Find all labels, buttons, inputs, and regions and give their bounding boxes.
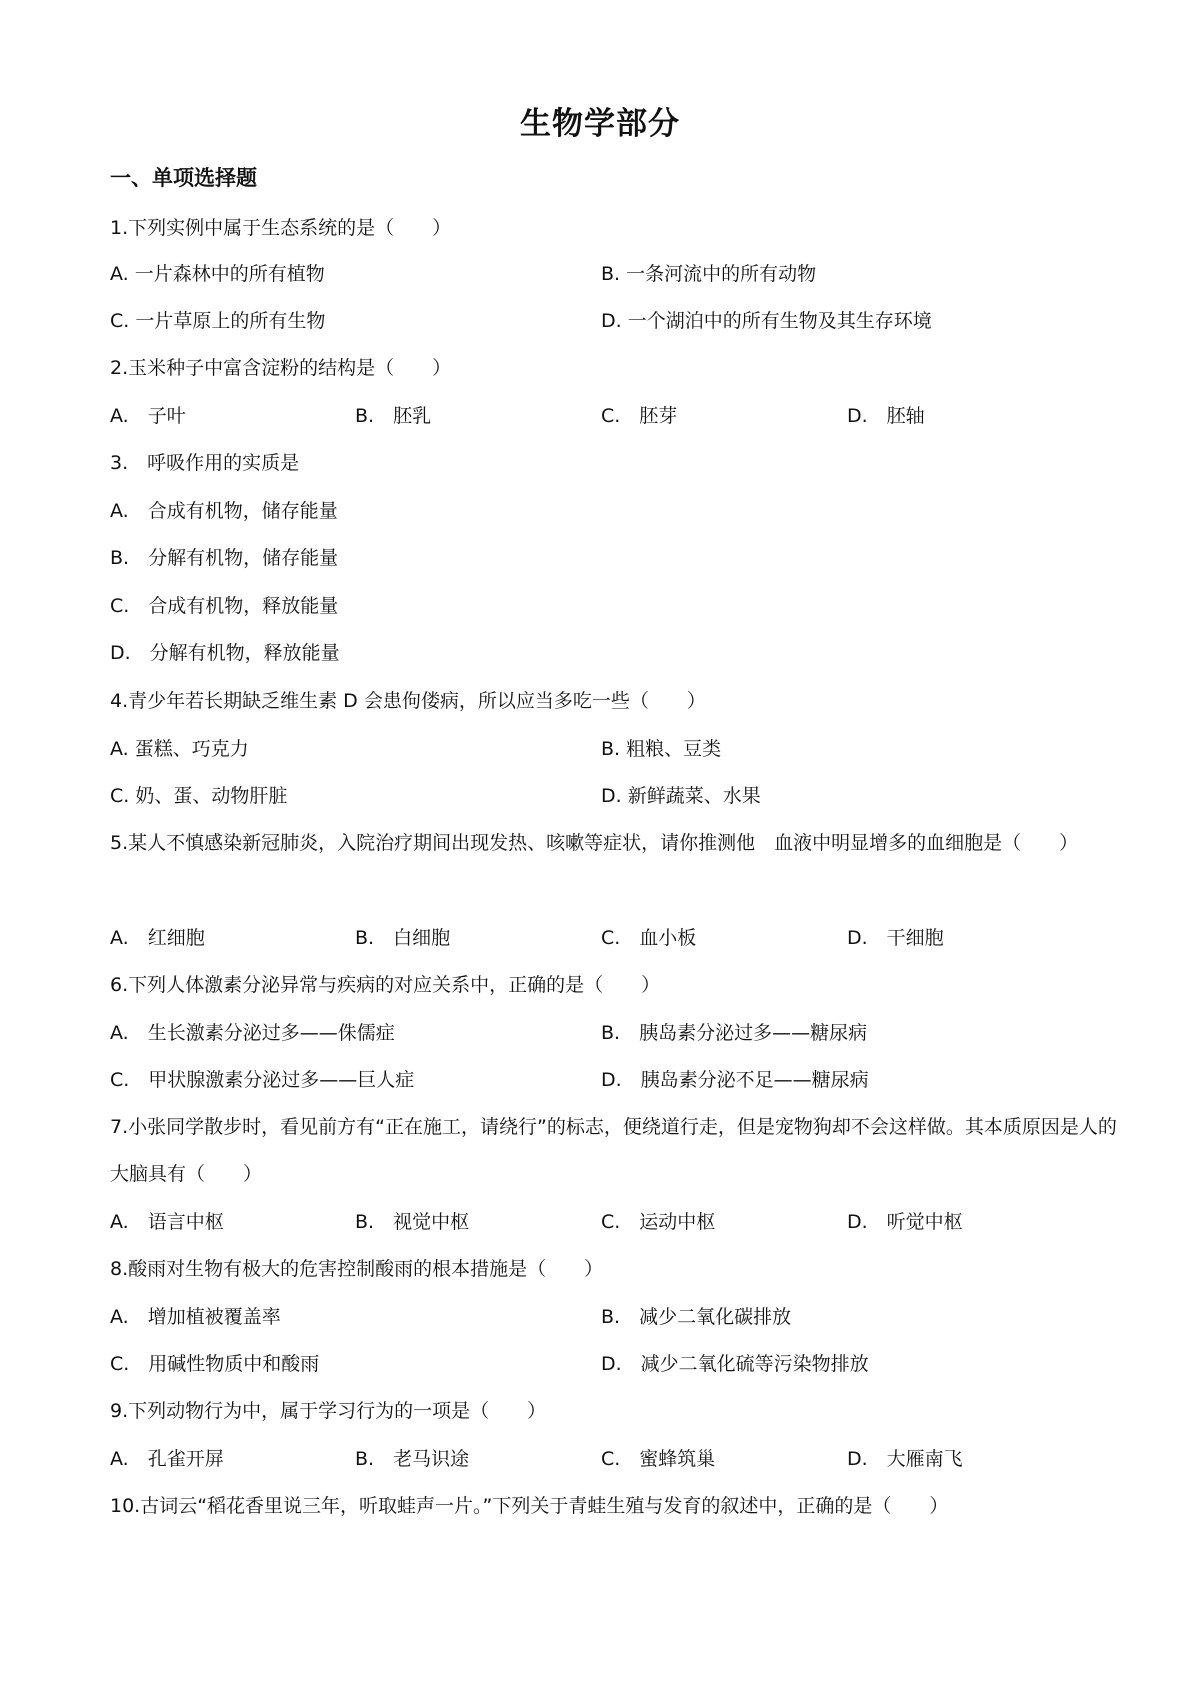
- question-7-option-b: B. 视觉中枢: [355, 1211, 470, 1233]
- question-1-option-a: A. 一片森林中的所有植物: [110, 263, 325, 285]
- question-5-stem: 5.某人不慎感染新冠肺炎，入院治疗期间出现发热、咳嗽等症状，请你推测他 血液中明显增多的血细胞是（ ）: [110, 832, 1079, 854]
- question-5-option-a: A. 红细胞: [110, 927, 205, 949]
- question-3-option-d: D. 分解有机物，释放能量: [110, 642, 340, 664]
- question-8-option-a: A. 增加植被覆盖率: [110, 1306, 281, 1328]
- question-5-option-d: D. 干细胞: [847, 927, 944, 949]
- page-title: 生物学部分: [520, 106, 680, 142]
- question-7-stem: 7.小张同学散步时，看见前方有“正在施工，请绕行”的标志，便绕道行走，但是宠物狗却不会这样做。其本质原因是人的大脑具有（ ）: [110, 1116, 1117, 1185]
- question-9-stem: 9.下列动物行为中，属于学习行为的一项是（ ）: [110, 1400, 547, 1422]
- question-9-option-a: A. 孔雀开屏: [110, 1448, 224, 1470]
- question-5-option-b: B. 白细胞: [355, 927, 451, 949]
- question-2-option-c: C. 胚芽: [601, 405, 678, 427]
- question-8-stem: 8.酸雨对生物有极大的危害控制酸雨的根本措施是（ ）: [110, 1258, 604, 1280]
- question-3-option-b: B. 分解有机物，储存能量: [110, 547, 339, 569]
- question-2-option-a: A. 子叶: [110, 405, 186, 427]
- question-1-option-d: D. 一个湖泊中的所有生物及其生存环境: [601, 310, 932, 332]
- question-3-stem: 3. 呼吸作用的实质是: [110, 452, 300, 474]
- question-8-option-b: B. 减少二氧化碳排放: [601, 1306, 792, 1328]
- question-6-stem: 6.下列人体激素分泌异常与疾病的对应关系中，正确的是（ ）: [110, 974, 661, 996]
- question-4-option-b: B. 粗粮、豆类: [601, 738, 722, 760]
- question-7-option-c: C. 运动中枢: [601, 1211, 716, 1233]
- question-10-stem: 10.古词云“稻花香里说三年，听取蛙声一片。”下列关于青蛙生殖与发育的叙述中，正确的是（ ）: [110, 1495, 949, 1517]
- question-8-option-d: D. 减少二氧化硫等污染物排放: [601, 1353, 869, 1375]
- question-2-option-b: B. 胚乳: [355, 405, 432, 427]
- question-2-stem: 2.玉米种子中富含淀粉的结构是（ ）: [110, 357, 452, 379]
- question-7-option-a: A. 语言中枢: [110, 1211, 224, 1233]
- question-6-option-d: D. 胰岛素分泌不足——糖尿病: [601, 1069, 869, 1091]
- question-8-option-c: C. 用碱性物质中和酸雨: [110, 1353, 320, 1375]
- question-5-option-c: C. 血小板: [601, 927, 697, 949]
- question-4-stem: 4.青少年若长期缺乏维生素 D 会患佝偻病，所以应当多吃一些（ ）: [110, 690, 706, 712]
- question-9-option-c: C. 蜜蜂筑巢: [601, 1448, 716, 1470]
- question-9-option-b: B. 老马识途: [355, 1448, 470, 1470]
- question-1-option-b: B. 一条河流中的所有动物: [601, 263, 817, 285]
- question-3-option-c: C. 合成有机物，释放能量: [110, 595, 339, 617]
- question-1-option-c: C. 一片草原上的所有生物: [110, 310, 326, 332]
- question-4-option-a: A. 蛋糕、巧克力: [110, 738, 249, 760]
- question-1-stem: 1.下列实例中属于生态系统的是（ ）: [110, 217, 452, 239]
- question-7-option-d: D. 听觉中枢: [847, 1211, 963, 1233]
- question-6-option-c: C. 甲状腺激素分泌过多——巨人症: [110, 1069, 415, 1091]
- question-9-option-d: D. 大雁南飞: [847, 1448, 963, 1470]
- question-4-option-d: D. 新鲜蔬菜、水果: [601, 785, 761, 807]
- question-4-option-c: C. 奶、蛋、动物肝脏: [110, 785, 288, 807]
- question-2-option-d: D. 胚轴: [847, 405, 925, 427]
- question-3-option-a: A. 合成有机物，储存能量: [110, 500, 338, 522]
- question-6-option-a: A. 生长激素分泌过多——侏儒症: [110, 1022, 395, 1044]
- section-heading: 一、单项选择题: [110, 166, 257, 190]
- question-6-option-b: B. 胰岛素分泌过多——糖尿病: [601, 1022, 868, 1044]
